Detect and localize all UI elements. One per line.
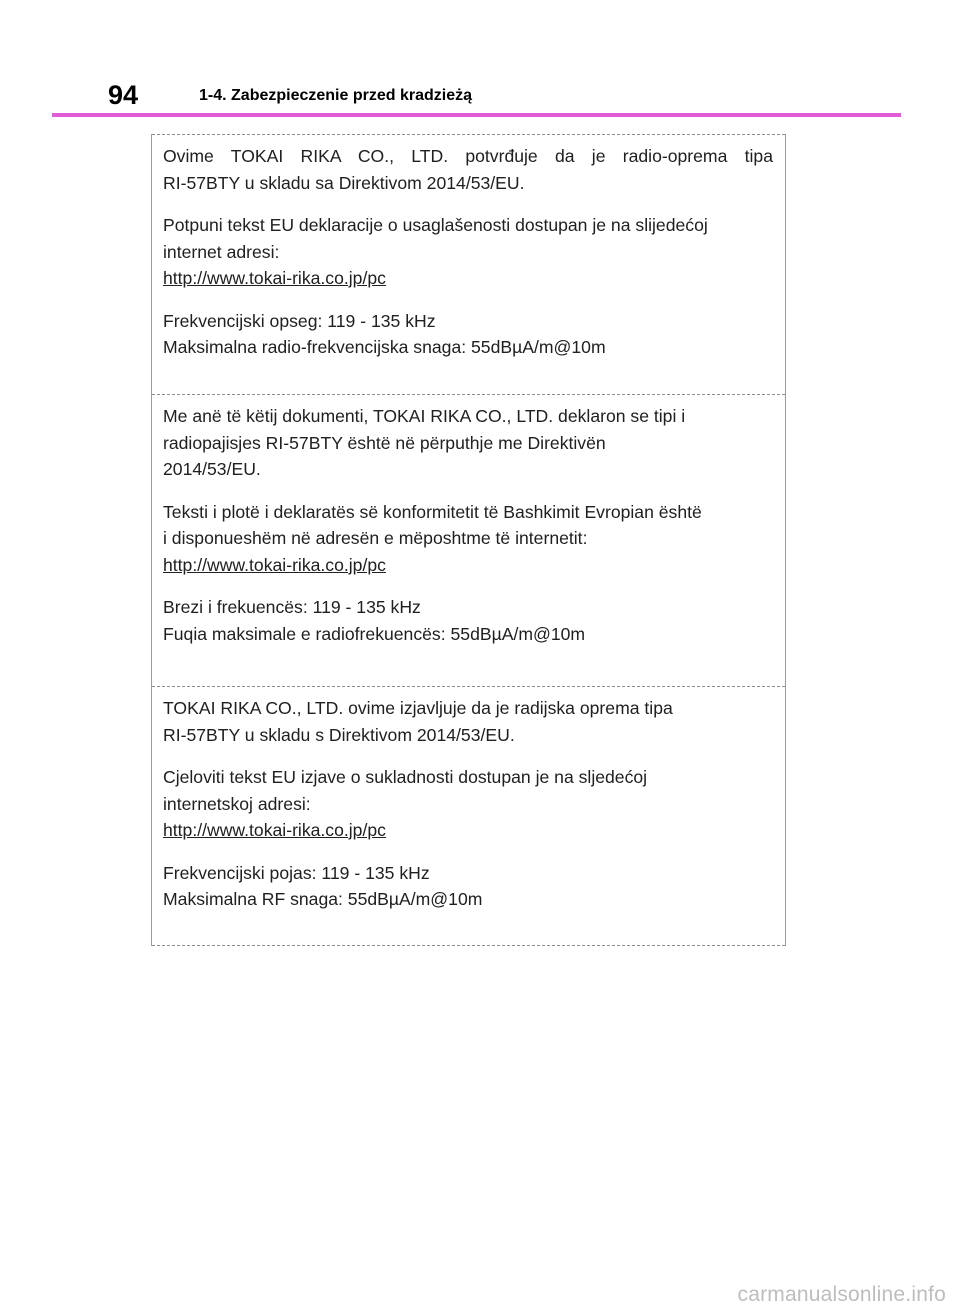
- power-text: Maksimalna RF snaga: 55dBµA/m@10m: [163, 889, 483, 909]
- statement-line: TOKAI RIKA CO., LTD. ovime izjavljuje da je radijska oprema tipa: [163, 698, 673, 718]
- watermark: carmanualsonline.info: [737, 1283, 946, 1306]
- power-text: Maksimalna radio-frekvencijska snaga: 55dBµA/m@10m: [163, 337, 606, 357]
- declaration-url-link[interactable]: http://www.tokai-rika.co.jp/pc: [163, 554, 386, 575]
- paragraph-gap: [163, 578, 773, 594]
- declaration-albanian: [152, 394, 785, 686]
- section-title: 1-4. Zabezpieczenie przed kradzieżą: [199, 87, 472, 104]
- declarations-frame: [151, 134, 786, 946]
- fulltext-line: internetskoj adresi:: [163, 793, 311, 814]
- paragraph-gap: [163, 748, 773, 764]
- page-header: [52, 78, 900, 114]
- fulltext-line: Potpuni tekst EU deklaracije o usaglašenosti dostupan je na slijedećoj: [163, 215, 708, 235]
- paragraph-gap: [163, 483, 773, 499]
- statement-line: radiopajisjes RI-57BTY është në përputhje me Direktivën: [163, 432, 606, 453]
- paragraph-gap: [163, 844, 773, 860]
- statement-line: Ovime TOKAI RIKA CO., LTD. potvrđuje da je radio-oprema tipa: [163, 146, 773, 166]
- declaration-croatian: [152, 686, 785, 946]
- frequency-text: Frekvencijski opseg: 119 - 135 kHz: [163, 310, 436, 331]
- statement-line: 2014/53/EU.: [163, 459, 261, 479]
- frequency-text: Brezi i frekuencës: 119 - 135 kHz: [163, 597, 421, 617]
- fulltext-line: i disponueshëm në adresën e mëposhtme të internetit:: [163, 528, 588, 548]
- fulltext-line: Teksti i plotë i deklaratës së konformitetit të Bashkimit Evropian është: [163, 501, 702, 522]
- paragraph-gap: [163, 292, 773, 308]
- frequency-text: Frekvencijski pojas: 119 - 135 kHz: [163, 862, 430, 883]
- declaration-montenegrin: [152, 134, 785, 394]
- fulltext-line: internet adresi:: [163, 241, 280, 262]
- statement-line: Me anë të këtij dokumenti, TOKAI RIKA CO., LTD. deklaron se tipi i: [163, 406, 686, 426]
- header-divider: [52, 113, 901, 117]
- statement-line: RI-57BTY u skladu s Direktivom 2014/53/EU.: [163, 724, 515, 745]
- fulltext-line: Cjeloviti tekst EU izjave o sukladnosti dostupan je na sljedećoj: [163, 767, 648, 787]
- declaration-url-link[interactable]: http://www.tokai-rika.co.jp/pc: [163, 820, 386, 840]
- declaration-url-link[interactable]: http://www.tokai-rika.co.jp/pc: [163, 268, 386, 288]
- statement-line: RI-57BTY u skladu sa Direktivom 2014/53/EU.: [163, 172, 525, 193]
- paragraph-gap: [163, 196, 773, 212]
- power-text: Fuqia maksimale e radiofrekuencës: 55dBµA/m@10m: [163, 623, 586, 644]
- page-number: 94: [108, 80, 139, 110]
